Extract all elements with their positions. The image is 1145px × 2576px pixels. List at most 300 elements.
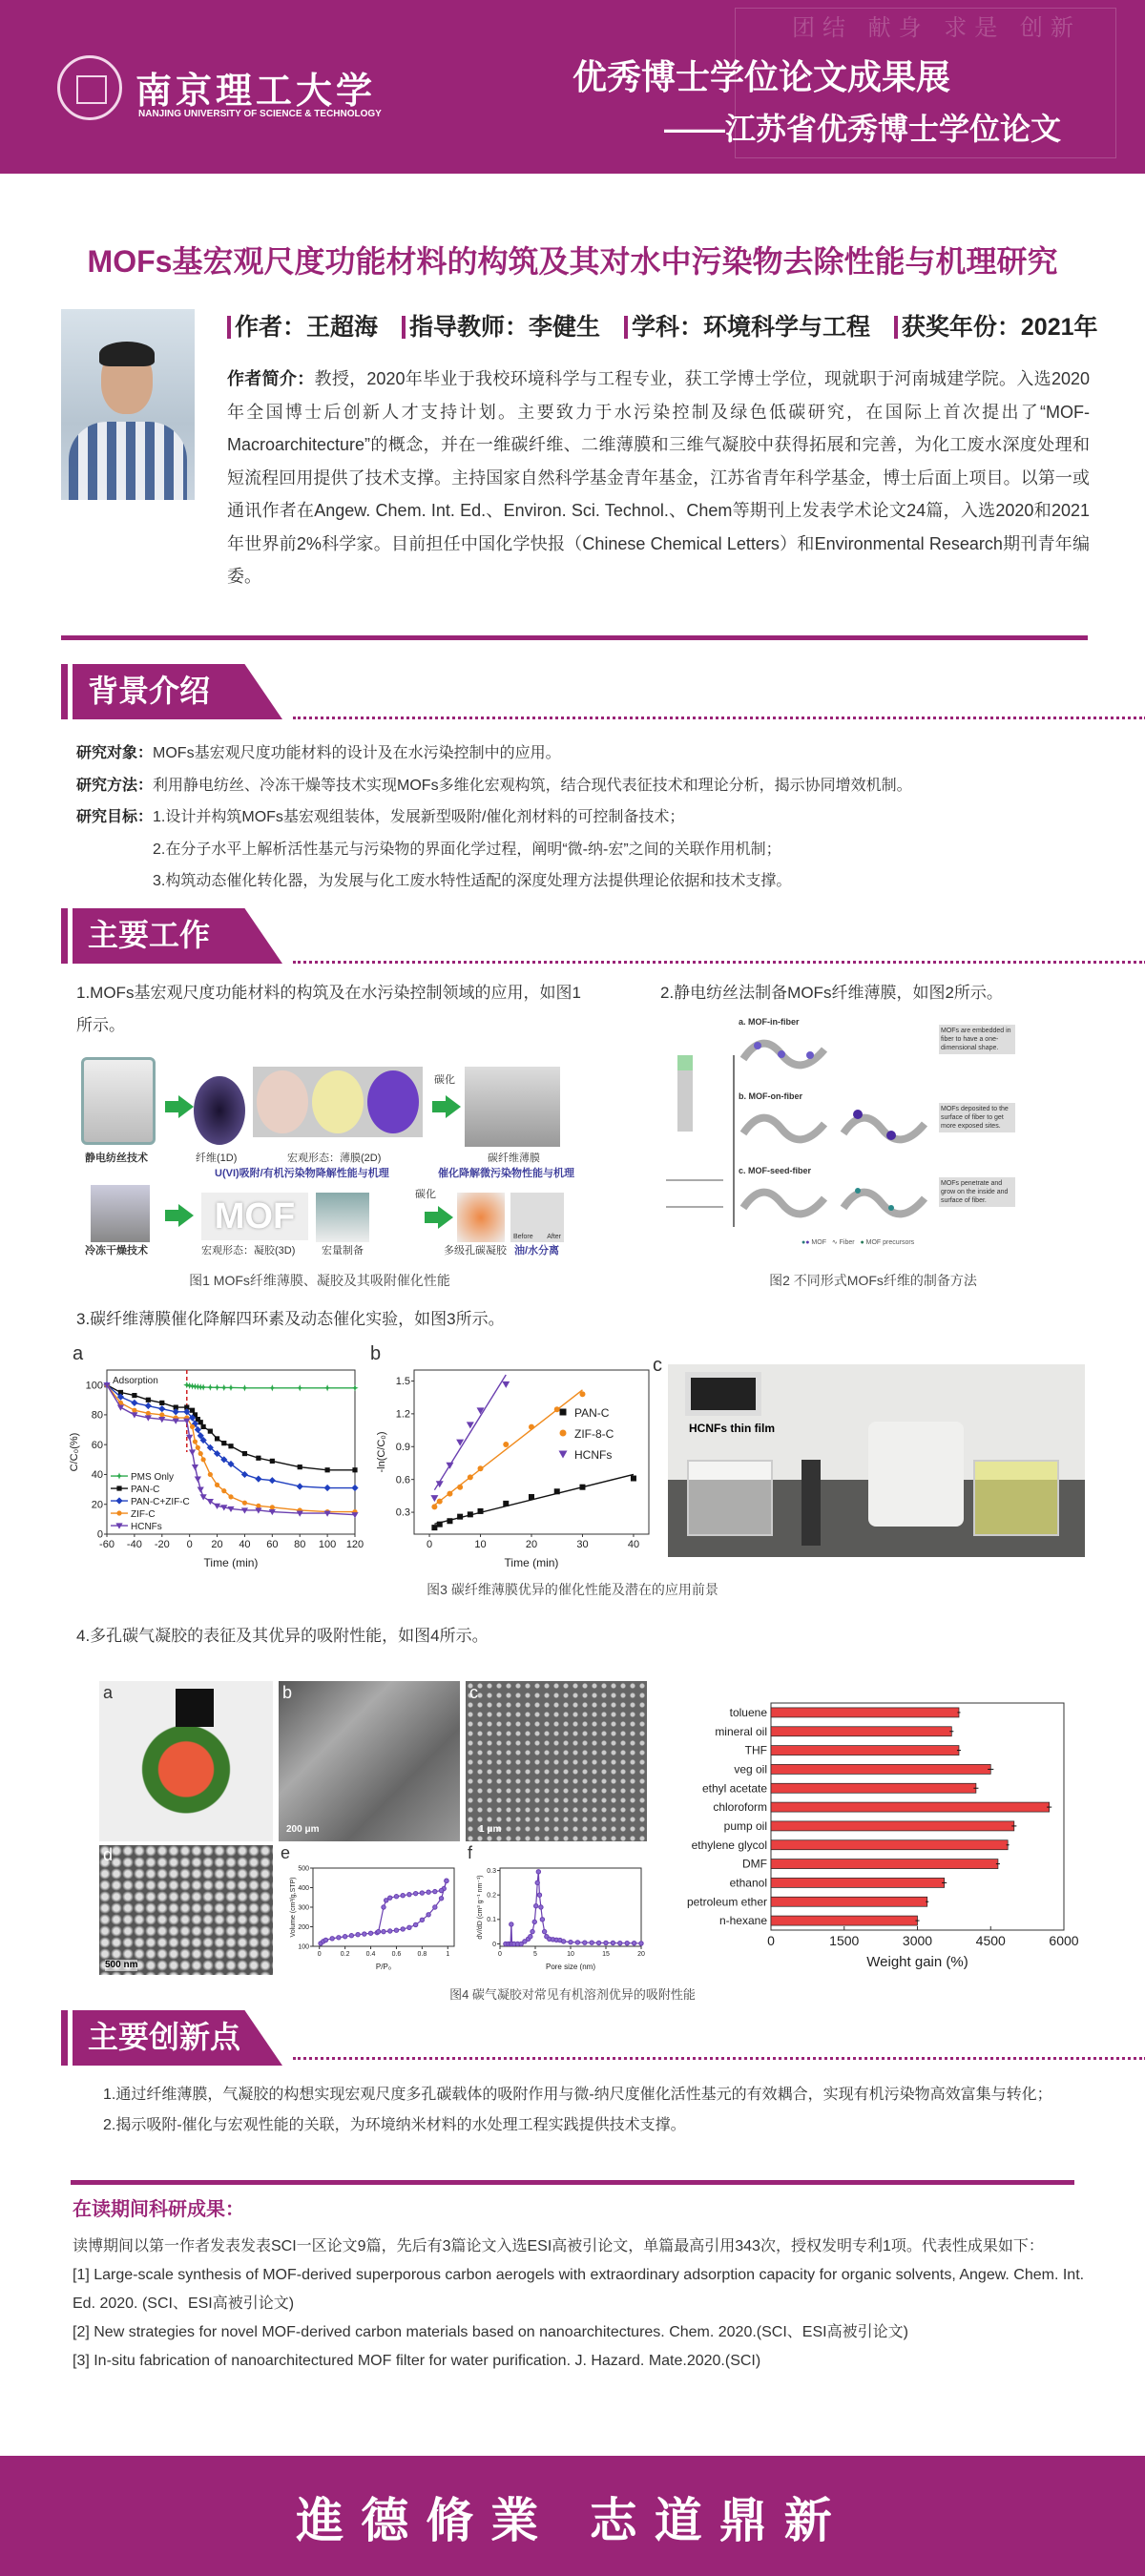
x-tick-label: 80: [294, 1539, 306, 1550]
figure-4f-chart: [466, 1845, 647, 1975]
section-title: 主要创新点: [88, 2020, 241, 2054]
category-label: chloroform: [713, 1800, 767, 1815]
data-point: [352, 1467, 357, 1472]
data-point: [269, 1384, 276, 1391]
data-point: [201, 1424, 206, 1429]
figure-3c-photo: HCNFs thin film: [668, 1364, 1085, 1557]
data-point: [255, 1476, 261, 1483]
data-point: [207, 1384, 214, 1391]
data-point: [542, 1929, 546, 1933]
syringe-image: [677, 1055, 693, 1132]
data-point: [190, 1424, 195, 1429]
reference-item: [2] New strategies for novel MOF-derived carbon materials based on nanoarchitectures. Chem. 2020.(SCI、ESI高被引论文): [73, 2324, 908, 2340]
figure-4-bar-chart: [658, 1674, 1090, 1976]
data-point: [227, 1384, 234, 1391]
bar-chloroform: [771, 1802, 1050, 1812]
x-tick-label: 120: [345, 1539, 364, 1550]
category-label: DMF: [742, 1857, 767, 1871]
bar-veg oil: [771, 1764, 990, 1774]
y-tick-label: 0.3: [395, 1506, 410, 1519]
data-point: [561, 1940, 565, 1943]
data-point: [242, 1501, 247, 1506]
data-point: [351, 1384, 358, 1391]
data-point: [427, 1913, 430, 1917]
data-point: [325, 1467, 330, 1472]
data-point: [190, 1408, 195, 1413]
x-tick-label: 10: [567, 1951, 574, 1958]
category-label: petroleum ether: [686, 1895, 767, 1909]
fig2-legend: ●● MOF ∿ Fiber ● MOF precursors: [802, 1239, 915, 1246]
data-point: [433, 1889, 437, 1893]
y-tick-label: 0.2: [487, 1892, 496, 1900]
x-axis-label: P/P₀: [375, 1963, 392, 1971]
data-point: [604, 1941, 608, 1944]
data-point: [323, 1938, 327, 1942]
data-point: [146, 1411, 151, 1416]
panel-label: b: [370, 1343, 382, 1364]
data-point: [447, 1491, 452, 1497]
data-point: [146, 1398, 151, 1402]
x-tick-label: 40: [239, 1539, 251, 1550]
footer-banner: [0, 2456, 1145, 2576]
y-tick-label: 40: [91, 1469, 103, 1482]
data-point: [388, 1929, 392, 1933]
exhibition-title: 优秀博士学位论文成果展: [572, 57, 951, 96]
author-name: 作者：王超海: [227, 314, 378, 341]
data-point: [158, 1405, 165, 1412]
membranes-image: [253, 1067, 423, 1137]
y-tick-label: 60: [91, 1439, 103, 1451]
reference-item: [1] Large-scale synthesis of MOF-derived superporous carbon aerogels with extraordinary adsorption capacity for organic solvents, Angew. Chem. Int. Ed. 2020. (SCI、ESI高被引论文): [73, 2267, 1085, 2312]
data-point: [529, 1935, 532, 1939]
data-point: [228, 1444, 233, 1448]
data-point: [363, 1932, 366, 1936]
data-point: [529, 1424, 534, 1430]
y-tick-label: 500: [298, 1865, 309, 1873]
data-point: [337, 1936, 341, 1940]
data-point: [427, 1890, 430, 1894]
mass-production-image: [316, 1193, 369, 1242]
x-tick-label: 20: [525, 1539, 538, 1550]
data-point: [433, 1905, 437, 1909]
data-point: [269, 1477, 276, 1484]
fit-line-ZIF-8-C: [434, 1390, 582, 1506]
x-tick-label: 6000: [1049, 1933, 1079, 1948]
data-point: [510, 1922, 513, 1926]
legend-label: HCNFs: [131, 1522, 162, 1533]
x-tick-label: 1: [446, 1951, 450, 1958]
figure-3b-chart: [372, 1357, 658, 1572]
data-point: [343, 1935, 346, 1939]
data-point: [536, 1870, 540, 1874]
data-point: [579, 1485, 585, 1490]
category-label: ethyl acetate: [701, 1781, 767, 1796]
fit-line-HCNFs: [434, 1375, 506, 1490]
annotation: Adsorption: [113, 1376, 158, 1386]
x-tick-label: 100: [318, 1539, 337, 1550]
figure-4e-chart: [279, 1845, 460, 1975]
data-point: [407, 1892, 411, 1896]
data-point: [145, 1402, 152, 1409]
figure-4b-sem: b 200 μm: [279, 1681, 460, 1841]
data-point: [200, 1494, 207, 1500]
data-point: [221, 1441, 226, 1445]
data-point: [356, 1933, 360, 1937]
data-point: [208, 1429, 213, 1434]
thesis-title: MOFs基宏观尺度功能材料的构筑及其对水中污染物去除性能与机理研究: [87, 244, 1058, 279]
peristaltic-setup-image: [465, 1067, 560, 1147]
x-tick-label: 20: [211, 1539, 223, 1550]
data-point: [376, 1929, 380, 1933]
author-photo: [61, 309, 195, 500]
data-point: [349, 1934, 353, 1938]
x-tick-label: 40: [627, 1539, 640, 1550]
legend-label: PAN-C: [131, 1485, 160, 1496]
data-point: [298, 1465, 302, 1469]
divider: [71, 2180, 1074, 2185]
oil-water-image: Before After: [510, 1193, 564, 1242]
legend-label: HCNFs: [574, 1448, 613, 1462]
data-point: [270, 1505, 275, 1509]
data-point: [388, 1896, 392, 1900]
achievements-text: 读博期间以第一作者发表发表SCI一区论文9篇，先后有3篇论文入选ESI高被引论文，单篇最高引用343次，授权发明专利1项。代表性成果如下： [1] Large-scale synthesis of MOF-derived superporous carbon aerogels with extraordinary adsorption capacity for organic solvents, Angew. Chem. Int. Ed. 2020. (SCI、ESI高被引论文) [2] New strategies for novel MOF-derived carbon materials based on nanoarchitectures. Chem. 2020.(SCI、ESI高被引论文) [3] In-situ fabrication of nanoarchitectured MOF filter for water purification. J. Hazard. Mate.2020.(SCI): [73, 2233, 1090, 2376]
green-arrow-icon: [438, 1206, 453, 1229]
data-point: [579, 1391, 585, 1397]
data-point: [502, 1381, 510, 1388]
section-title: 背景介绍: [88, 674, 211, 708]
category-label: n-hexane: [718, 1914, 767, 1928]
data-point: [478, 1465, 484, 1471]
data-point: [554, 1406, 560, 1412]
collector-image: [666, 1179, 723, 1208]
data-point: [208, 1472, 213, 1477]
data-point: [503, 1501, 509, 1506]
data-point: [196, 1445, 200, 1450]
discipline: 学科：环境科学与工程: [624, 314, 870, 341]
university-motto: 進德脩業 志道鼎新: [296, 2492, 849, 2548]
x-tick-label: 0.4: [365, 1951, 376, 1958]
data-point: [535, 1880, 539, 1884]
x-axis-label: Time (min): [203, 1556, 259, 1569]
bar-ethylene glycol: [771, 1840, 1008, 1850]
legend-label: ZIF-8-C: [574, 1427, 614, 1441]
green-arrow-icon: [178, 1204, 194, 1227]
data-point: [431, 1525, 437, 1530]
category-label: veg oil: [734, 1762, 767, 1776]
category-label: mineral oil: [715, 1724, 767, 1738]
data-point: [445, 1879, 448, 1882]
data-point: [447, 1518, 452, 1524]
x-axis-label: Weight gain (%): [866, 1954, 968, 1970]
x-tick-label: 0: [767, 1933, 775, 1948]
x-tick-label: 1500: [829, 1933, 860, 1948]
y-tick-label: 0.1: [487, 1917, 496, 1924]
plot-frame: [414, 1370, 649, 1534]
data-point: [596, 1941, 600, 1944]
data-point: [131, 1400, 137, 1406]
data-point: [457, 1514, 463, 1520]
data-point: [256, 1504, 260, 1508]
bar-DMF: [771, 1859, 998, 1869]
x-axis-label: Time (min): [504, 1556, 559, 1569]
work-item-2: 2.静电纺丝法制备MOFs纤维薄膜，如图2所示。: [660, 984, 1003, 1002]
data-point: [539, 1905, 543, 1909]
data-point: [537, 1893, 541, 1897]
plot-frame: [771, 1703, 1064, 1930]
data-point: [478, 1508, 484, 1514]
data-point: [590, 1941, 593, 1944]
x-tick-label: -60: [99, 1539, 114, 1550]
data-point: [192, 1465, 198, 1470]
data-point: [413, 1922, 417, 1926]
y-axis-label: dV/dD (cm³ g⁻¹ nm⁻¹): [477, 1875, 484, 1940]
data-point: [618, 1941, 622, 1944]
data-point: [242, 1451, 247, 1456]
watermark-motto: 团结 献身 求是 创新: [792, 14, 1081, 41]
x-tick-label: -40: [126, 1539, 142, 1550]
x-tick-label: 0.6: [391, 1951, 402, 1958]
y-tick-label: 100: [298, 1943, 309, 1951]
x-tick-label: 30: [576, 1539, 589, 1550]
legend-label: PMS Only: [131, 1472, 175, 1484]
mof-gel-image: MOF: [201, 1193, 308, 1240]
data-point: [632, 1941, 635, 1944]
university-seal-icon: [57, 55, 122, 120]
category-label: ethylene glycol: [691, 1838, 767, 1852]
data-point: [468, 1511, 473, 1517]
data-point: [457, 1485, 463, 1490]
data-point: [195, 1426, 201, 1433]
divider: [61, 635, 1088, 640]
data-point: [575, 1941, 579, 1944]
x-tick-label: 60: [266, 1539, 279, 1550]
data-point: [368, 1931, 372, 1935]
panel-label: a: [73, 1343, 84, 1364]
data-point: [540, 1918, 544, 1922]
bar-n-hexane: [771, 1916, 918, 1925]
data-point: [297, 1384, 303, 1391]
section-header-innovation: [61, 2010, 1092, 2067]
data-point: [401, 1927, 405, 1931]
y-tick-label: 300: [298, 1904, 309, 1912]
legend-marker: [116, 1510, 121, 1515]
y-tick-label: 1.5: [395, 1376, 410, 1388]
data-point: [631, 1476, 636, 1482]
header-banner: [0, 0, 1145, 174]
university-logo-name: 南京理工大学: [135, 69, 377, 112]
x-tick-label: 0: [317, 1951, 322, 1958]
data-point: [431, 1504, 437, 1509]
data-point: [193, 1439, 198, 1444]
data-point: [439, 1888, 443, 1892]
y-axis-label: Volume (cm³/g,STP): [290, 1877, 297, 1938]
data-point: [159, 1401, 164, 1405]
x-tick-label: 4500: [975, 1933, 1006, 1948]
author-bio: 作者简介：教授，2020年毕业于我校环境科学与工程专业，获工学博士学位，现就职于河南城建学院。入选2020年全国博士后创新人才支持计划。主要致力于水污染控制及绿色低碳研究，在国际上首次提出了“MOF-Macroarchitecture”的概念，并在一维碳纤维、二维薄膜和三维气凝胶中获得拓展和完善，为化工废水深度处理和短流程回用提供了技术支撑。主持国家自然科学基金青年基金，江苏省青年科学基金，博士后面上项目。以第一或通讯作者在Angew. Chem. Int. Ed.、Environ. Sci. Technol.、Chem等期刊上发表学术论文24篇，入选2020和2021年世界前2%科学家。目前担任中国化学快报（Chinese Chemical Letters）和Environmental Research期刊青年编委。: [227, 369, 1090, 586]
y-tick-label: 0.9: [395, 1441, 410, 1453]
y-tick-label: 200: [298, 1923, 309, 1931]
x-tick-label: 0.8: [417, 1951, 427, 1958]
plot-frame: [500, 1868, 641, 1946]
section-header-background: [61, 664, 1092, 721]
legend-marker: [115, 1472, 122, 1479]
data-point: [297, 1483, 303, 1489]
data-point: [201, 1457, 206, 1462]
award-year: 获奖年份：2021年: [894, 314, 1098, 341]
data-point: [198, 1451, 203, 1456]
x-tick-label: 0: [426, 1539, 433, 1550]
category-label: toluene: [729, 1705, 767, 1719]
y-tick-label: 100: [85, 1380, 103, 1392]
legend-marker: [559, 1451, 568, 1459]
figure-4a-photo: a: [99, 1681, 273, 1841]
work-item-1: 1.MOFs基宏观尺度功能材料的构筑及在水污染控制领域的应用，如图1所示。: [76, 984, 581, 1034]
figure-1: 静电纺丝技术 碳化 纤维(1D) 宏观形态：薄膜(2D) 碳纤维薄膜 U(VI)吸附/有机污染物降解性能与机理 催化降解微污染物性能与机理 冷冻干燥技术 MOF 碳化 Before After 宏观形态：凝胶(3D) 宏量制备 多级孔碳凝胶 油/水分离: [72, 1049, 568, 1259]
bar-THF: [771, 1746, 959, 1755]
series-line-PAN-C: [107, 1385, 355, 1470]
bar-petroleum ether: [771, 1897, 927, 1906]
y-tick-label: 80: [91, 1409, 103, 1422]
x-tick-label: -20: [154, 1539, 170, 1550]
figure-4c-sem: c 1 μm: [466, 1681, 647, 1841]
data-point: [221, 1488, 226, 1493]
data-point: [420, 1891, 424, 1895]
data-point: [394, 1928, 398, 1932]
data-point: [132, 1408, 136, 1413]
legend-label: ZIF-C: [131, 1509, 156, 1521]
data-point: [569, 1940, 572, 1943]
data-point: [554, 1488, 560, 1494]
data-point: [446, 1463, 453, 1469]
y-tick-label: 0: [492, 1941, 496, 1948]
data-point: [534, 1904, 538, 1908]
university-logo-english: NANJING UNIVERSITY OF SCIENCE & TECHNOLOGY: [138, 109, 382, 119]
figure-1-caption: 图1 MOFs纤维薄膜、凝胶及其吸附催化性能: [189, 1273, 450, 1288]
figure-4d-tem: d 500 nm: [99, 1845, 273, 1975]
work-item-3: 3.碳纤维薄膜催化降解四环素及动态催化实验，如图3所示。: [76, 1310, 505, 1328]
data-point: [215, 1483, 219, 1487]
data-point: [583, 1941, 587, 1944]
data-point: [132, 1393, 136, 1398]
data-point: [189, 1449, 196, 1455]
exhibition-subtitle: ——江苏省优秀博士学位论文: [664, 112, 1062, 146]
data-point: [117, 1404, 124, 1410]
figure-2: a. MOF-in-fiber MOFs are embedded in fiber to have a one-dimensional shape. b. MOF-on-fiber MOFs deposited to the surface of fiber to get more exposed sites. c. MOF-seed-fiber MOFs penetrate and grow on the inside and surface of fiber. ●● MOF ∿ Fiber ● MOF precursors: [658, 1017, 1088, 1256]
x-tick-label: 0: [498, 1951, 502, 1958]
reference-item: [3] In-situ fabrication of nanoarchitectured MOF filter for water purification. J. Hazard. Mate.2020.(SCI): [73, 2353, 761, 2369]
data-point: [220, 1384, 227, 1391]
figure-3a-chart: [69, 1357, 366, 1572]
panel-label: f: [468, 1843, 473, 1862]
x-tick-label: 15: [602, 1951, 610, 1958]
data-point: [437, 1499, 443, 1505]
section-title: 主要工作: [88, 918, 211, 952]
y-axis-label: -ln(C/C₀): [376, 1431, 387, 1473]
data-point: [625, 1941, 629, 1944]
data-point: [198, 1486, 204, 1492]
y-tick-label: 0.6: [395, 1474, 410, 1486]
bar-mineral oil: [771, 1727, 951, 1736]
bar-pump oil: [771, 1821, 1014, 1831]
x-axis-label: Pore size (nm): [545, 1963, 596, 1971]
series-line: [506, 1872, 641, 1944]
y-axis-label: C/C₀(%): [69, 1432, 80, 1472]
data-point: [384, 1899, 387, 1902]
data-point: [468, 1474, 473, 1480]
category-label: THF: [744, 1743, 767, 1757]
panel-label: c: [653, 1355, 662, 1376]
data-point: [214, 1384, 220, 1391]
y-tick-label: 400: [298, 1884, 309, 1892]
data-point: [241, 1384, 248, 1391]
advisor-name: 指导教师：李健生: [402, 314, 600, 341]
y-tick-label: 0: [96, 1528, 103, 1541]
data-point: [382, 1929, 385, 1933]
data-point: [215, 1436, 219, 1441]
legend-label: PAN-C: [574, 1406, 610, 1420]
innovation-text: 1.通过纤维薄膜，气凝胶的构想实现宏观尺度多孔碳载体的吸附作用与微-纳尺度催化活性基元的有效耦合，实现有机污染物高效富集与转化； 2.揭示吸附-催化与宏观性能的关联，为环境纳米材料的水处理工程实践提供技术支撑。: [103, 2087, 1052, 2133]
author-info-line: [227, 313, 1098, 342]
data-point: [382, 1905, 385, 1909]
x-tick-label: 0.2: [340, 1951, 350, 1958]
bar-toluene: [771, 1708, 959, 1717]
freeze-dryer-image: [91, 1185, 150, 1242]
y-tick-label: 20: [91, 1499, 103, 1511]
legend-marker: [560, 1430, 567, 1437]
legend-marker: [116, 1485, 121, 1490]
panel-label: e: [281, 1843, 291, 1862]
data-point: [639, 1942, 643, 1945]
achievements-heading: 在读期间科研成果：: [73, 2199, 244, 2220]
x-tick-label: 10: [474, 1539, 487, 1550]
data-point: [351, 1485, 358, 1491]
x-tick-label: 20: [637, 1951, 645, 1958]
data-point: [324, 1485, 331, 1491]
data-point: [420, 1918, 424, 1922]
legend-marker: [560, 1409, 567, 1416]
data-point: [330, 1937, 334, 1941]
aerogel-flower-image: [457, 1193, 505, 1242]
fiber-image: [194, 1076, 245, 1145]
data-point: [611, 1941, 614, 1944]
data-point: [413, 1891, 417, 1895]
figure-3-caption: 图3 碳纤维薄膜优异的催化性能及潜在的应用前景: [427, 1582, 718, 1597]
figure-4-caption: 图4 碳气凝胶对常见有机溶剂优异的吸附性能: [449, 1987, 696, 2002]
data-point: [532, 1920, 536, 1923]
bar-ethyl acetate: [771, 1783, 976, 1793]
electrospinning-machine-image: [81, 1057, 156, 1145]
legend-label: PAN-C+ZIF-C: [131, 1497, 190, 1508]
green-arrow-icon: [178, 1095, 194, 1118]
data-point: [531, 1929, 534, 1933]
data-point: [228, 1494, 233, 1499]
figure-2-caption: 图2 不同形式MOFs纤维的制备方法: [769, 1273, 977, 1288]
data-point: [437, 1522, 443, 1527]
y-tick-label: 0.3: [487, 1867, 496, 1875]
x-tick-label: 3000: [902, 1933, 933, 1948]
data-point: [324, 1384, 331, 1391]
legend-marker: [115, 1497, 122, 1504]
green-arrow-icon: [446, 1095, 461, 1118]
data-point: [394, 1895, 398, 1899]
data-point: [159, 1412, 164, 1417]
data-point: [198, 1420, 203, 1424]
section-header-main-work: [61, 908, 1092, 966]
x-tick-label: 5: [533, 1951, 537, 1958]
category-label: pump oil: [723, 1818, 767, 1833]
bar-ethanol: [771, 1878, 945, 1887]
data-point: [401, 1894, 405, 1898]
